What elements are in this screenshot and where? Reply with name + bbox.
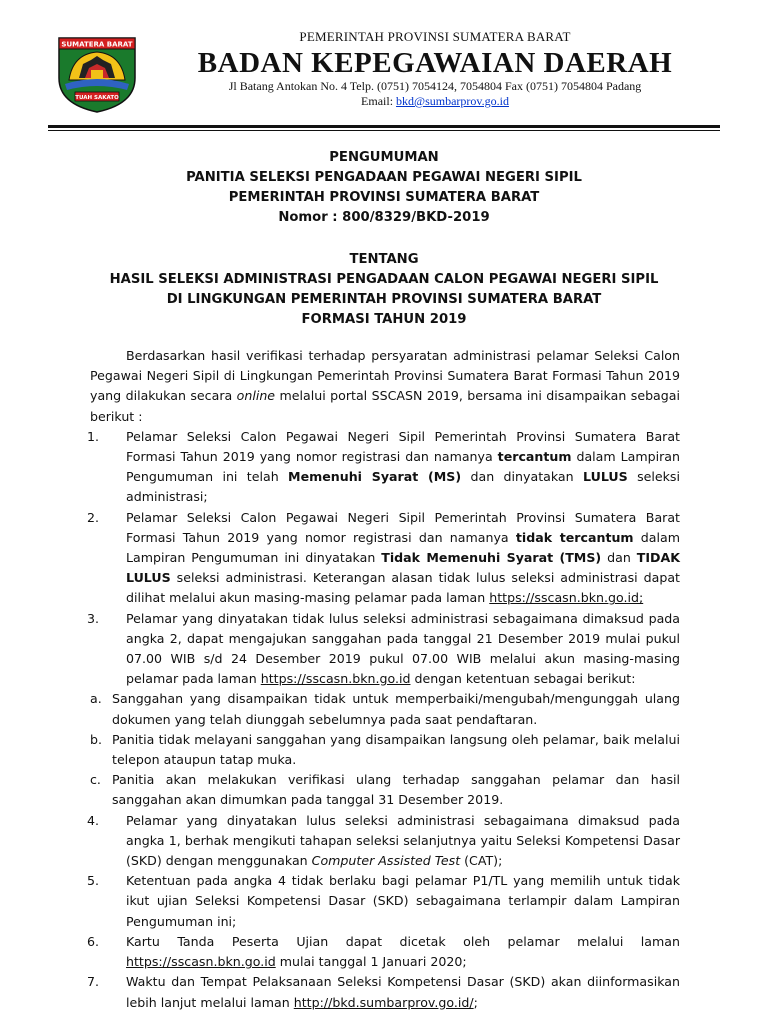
province-emblem-logo [55,34,139,114]
list-item-2 [87,508,681,609]
agency-email [150,94,720,109]
item-text: dengan ketentuan sebagai berikut: [410,671,636,687]
logo-banner-text: SUMATERA BARAT [61,40,133,49]
intro-text-a: Berdasarkan hasil verifikasi terhadap persyaratan administrasi pelamar Seleksi Calon Pegawai Negeri Sipil di Lingkungan Pemerintah Provinsi Sumatera Barat Formasi Tahun 2019 yang dilakukan secara [90,348,680,404]
item-text: dan [601,550,637,566]
item-number: 5. [87,873,100,889]
item-text: Pelamar yang dinyatakan tidak lulus seleksi administrasi sebagaimana dimaksud pada angka 2, dapat mengajukan sanggahan pada tanggal 21 Desember 2019 mulai pukul 07.00 WIB s/d 24 Desember 2019 pukul 07.00 WIB melalui akun masing-masing pelamar pada laman [126,610,680,687]
intro-paragraph [90,346,680,427]
item-number: 6. [87,933,100,949]
list-item-1 [87,427,680,508]
intro-online: online [236,388,276,404]
subject-line-3: FORMASI TAHUN 2019 [301,312,467,327]
bkd-website-link[interactable]: http://bkd.sumbarprov.go.id/ [293,994,474,1010]
email-link[interactable]: bkd@sumbarprov.go.id [396,94,509,108]
sub-item-text: Sanggahan yang disampaikan tidak untuk memperbaiki/mengubah/mengunggah ulang dokumen yang telah diunggah sebelumnya pada saat pendaftaran. [112,691,680,727]
item-text: Pelamar yang dinyatakan lulus seleksi administrasi sebagaimana dimaksud pada angka 1, berhak mengikuti tahapan seleksi selanjutnya yaitu Seleksi Kompetensi Dasar (SKD) dengan menggunakan [126,812,680,869]
sub-item-letter: b. [90,731,102,747]
item-bold: Memenuhi Syarat (MS) [288,469,462,485]
announcement-committee: PANITIA SELEKSI PENGADAAN PEGAWAI NEGERI SIPIL [186,170,582,185]
announcement-government: PEMERINTAH PROVINSI SUMATERA BARAT [228,190,540,205]
item-bold: tidak tercantum [515,529,634,545]
item-text: seleksi administrasi; [126,469,680,505]
item-text: mulai tanggal 1 Januari 2020; [275,954,467,970]
item-number: 4. [87,812,100,828]
letterhead [150,28,720,109]
agency-name: BADAN KEPEGAWAIAN DAERAH [197,47,673,79]
list-item-3 [87,609,680,690]
item-text: Kartu Tanda Peserta Ujian dapat dicetak oleh pelamar melalui laman [126,933,680,949]
sub-item-letter: a. [90,691,102,707]
sscasn-link[interactable]: https://sscasn.bkn.go.id; [489,590,644,606]
sub-item-c [90,770,680,810]
announcement-title [48,148,720,228]
item-text: dalam Lampiran Pengumuman ini telah [126,449,680,485]
sub-item-text: Panitia tidak melayani sanggahan yang disampaikan langsung oleh pelamar, baik melalui telepon ataupun tatap muka. [112,731,680,768]
sub-item-b [90,730,680,770]
list-item-7 [87,972,680,1012]
letterhead-rule-thin [48,130,720,131]
item-text: dan dinyatakan [461,469,584,485]
subject-line-2: DI LINGKUNGAN PEMERINTAH PROVINSI SUMATERA BARAT [166,292,602,307]
subject-line-1: HASIL SELEKSI ADMINISTRASI PENGADAAN CALON PEGAWAI NEGERI SIPIL [109,272,659,287]
item-text: Pelamar Seleksi Calon Pegawai Negeri Sipil Pemerintah Provinsi Sumatera Barat Formasi Tahun 2019 yang nomor registrasi dan namanya [126,509,680,545]
announcement-heading: PENGUMUMAN [329,150,439,165]
item-bold: Tidak Memenuhi Syarat (TMS) [381,550,602,566]
list-item-4 [87,811,680,872]
sub-item-text: Panitia akan melakukan verifikasi ulang terhadap sanggahan pelamar dan hasil sanggahan akan dimumkan pada tanggal 31 Desember 2019. [112,772,680,808]
item-italic: Computer Assisted Test [311,853,461,869]
item-bold: tercantum [497,449,572,465]
sscasn-link[interactable]: https://sscasn.bkn.go.id [126,954,276,970]
item-number: 1. [87,428,100,444]
sub-item-a [90,689,680,729]
item-text: Waktu dan Tempat Pelaksanaan Seleksi Kompetensi Dasar (SKD) akan diinformasikan lebih lanjut melalui laman [126,974,680,1010]
sub-item-letter: c. [90,772,101,788]
item-number: 3. [87,610,100,626]
item-bold: LULUS [583,469,628,485]
letterhead-rule-thick [48,125,720,128]
announcement-number: Nomor : 800/8329/BKD-2019 [278,210,490,225]
item-number: 2. [87,509,100,525]
sscasn-link[interactable]: https://sscasn.bkn.go.id [260,671,411,687]
agency-address: Jl Batang Antokan No. 4 Telp. (0751) 7054124, 7054804 Fax (0751) 7054804 Padang [228,79,642,93]
logo-motto-text: TUAH SAKATO [75,94,119,101]
government-name: PEMERINTAH PROVINSI SUMATERA BARAT [299,29,571,44]
item-bold: TIDAK LULUS [126,550,680,586]
announcement-body [87,346,681,1013]
list-item-5 [87,871,680,932]
item-text: dalam Lampiran Pengumuman ini dinyatakan [126,529,681,566]
item-text: seleksi administrasi. Keterangan alasan tidak lulus seleksi administrasi dapat dilihat melalui akun masing-masing pelamar pada laman [126,570,680,606]
subject-about: TENTANG [349,252,419,267]
subject-title [48,250,720,330]
list-item-6 [87,932,680,972]
item-text: (CAT); [460,853,503,869]
item-text: Ketentuan pada angka 4 tidak berlaku bagi pelamar P1/TL yang memilih untuk tidak ikut ujian Seleksi Kompetensi Dasar (SKD) sebagaimana terlampir dalam Lampiran Pengumuman ini; [126,873,680,929]
item-number: 7. [87,974,100,990]
intro-text-b: melalui portal SSCASN 2019, bersama ini disampaikan sebagai berikut : [90,388,680,424]
email-label: Email: [361,94,397,108]
item-text: Pelamar Seleksi Calon Pegawai Negeri Sipil Pemerintah Provinsi Sumatera Barat Formasi Tahun 2019 yang nomor registrasi dan namanya [126,428,680,465]
item-text: ; [473,994,478,1010]
